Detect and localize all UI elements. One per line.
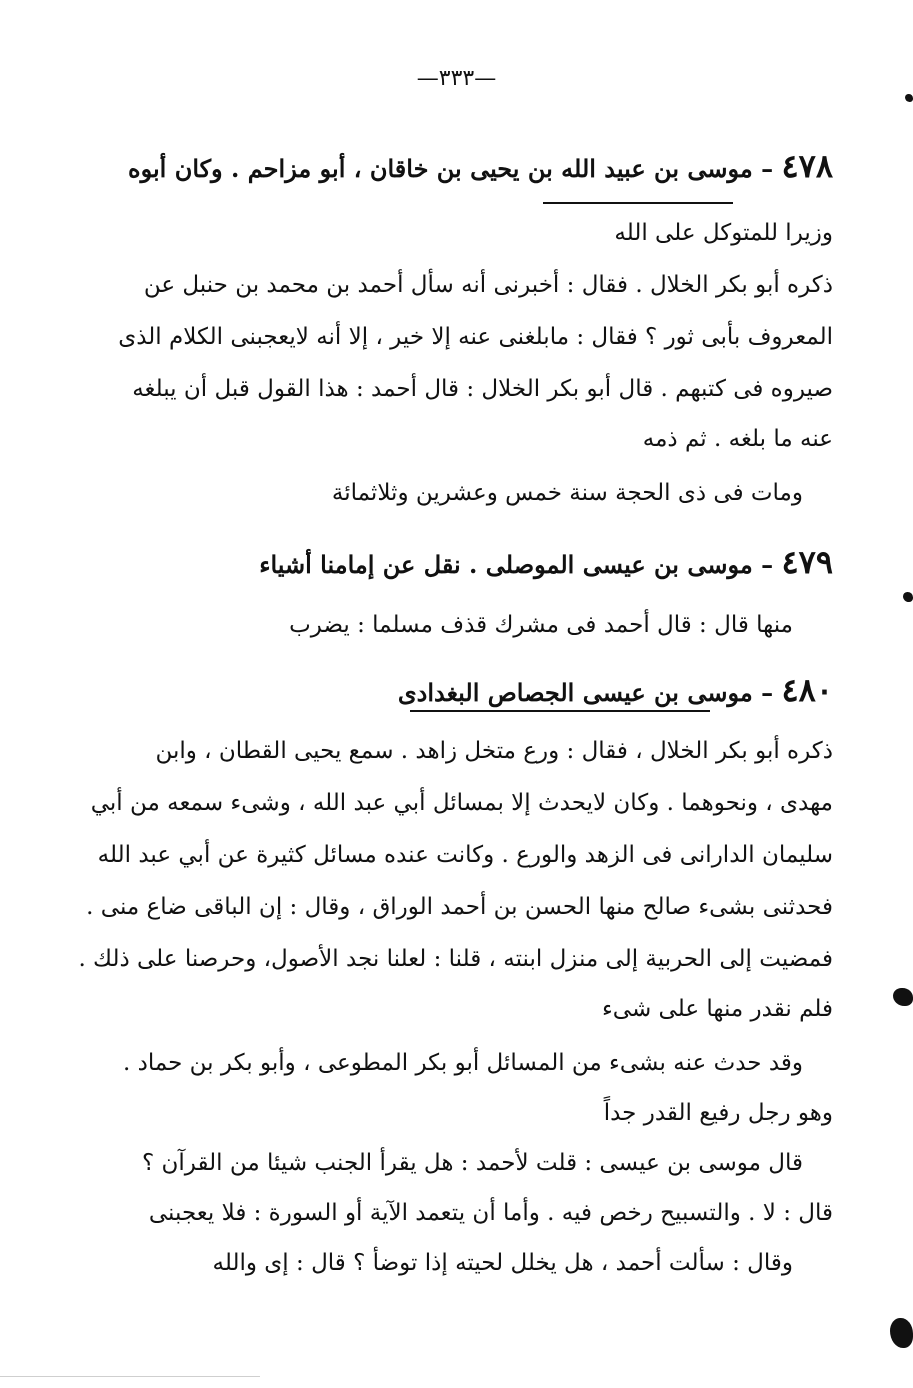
ink-blot — [903, 592, 913, 602]
entry-480-line-8: وهو رجل رفيع القدر جداً — [603, 1100, 833, 1126]
entry-478-line-1: وزيرا للمتوكل على الله — [614, 220, 833, 246]
entry-478-line-2: ذكره أبو بكر الخلال . فقال : أخبرنى أنه سأل أحمد بن محمد بن حنبل عن — [143, 272, 833, 298]
entry-478-line-4: صيروه فى كتبهم . قال أبو بكر الخلال : قال أحمد : هذا القول قبل أن يبلغه — [132, 376, 833, 402]
entry-480-line-6: فلم نقدر منها على شىء — [601, 996, 833, 1022]
page-number: —٣٣٣— — [416, 66, 497, 91]
entry-480-line-5: فمضيت إلى الحربية إلى منزل ابنته ، قلنا : لعلنا نجد الأصول، وحرصنا على ذلك . — [78, 946, 833, 972]
entry-478-line-3: المعروف بأبى ثور ؟ فقال : مابلغنى عنه إلا خير ، إلا أنه لايعجبنى الكلام الذى — [118, 324, 833, 350]
entry-480-number: ٤٨٠ — [781, 671, 833, 709]
entry-479-heading — [259, 543, 833, 581]
entry-480-line-1: ذكره أبو بكر الخلال ، فقال : ورع متخل زاهد . سمع يحيى القطان ، وابن — [155, 738, 833, 764]
entry-480-name-underline — [410, 710, 710, 712]
ink-blot — [890, 1318, 913, 1348]
entry-478-heading-text: – موسى بن عبيد الله بن يحيى بن خاقان ، أبو مزاحم . وكان أبوه — [128, 154, 774, 183]
entry-480-line-3: سليمان الدارانى فى الزهد والورع . وكانت عنده مسائل كثيرة عن أبي عبد الله — [97, 842, 833, 868]
entry-480-line-11: وقال : سألت أحمد ، هل يخلل لحيته إذا توضأ ؟ قال : إى والله — [212, 1250, 793, 1276]
entry-479-number: ٤٧٩ — [781, 543, 833, 581]
entry-480-heading — [397, 671, 833, 709]
scan-edge-line — [0, 1376, 260, 1377]
entry-480-line-9: قال موسى بن عيسى : قلت لأحمد : هل يقرأ الجنب شيئا من القرآن ؟ — [141, 1150, 803, 1176]
entry-479-line-1: منها قال : قال أحمد فى مشرك قذف مسلما : يضرب — [289, 612, 793, 638]
entry-480-line-7: وقد حدث عنه بشىء من المسائل أبو بكر المطوعى ، وأبو بكر بن حماد . — [122, 1050, 803, 1076]
entry-478-line-5: عنه ما بلغه . ثم ذمه — [642, 426, 833, 452]
ink-blot — [893, 988, 913, 1006]
entry-478-heading — [128, 147, 833, 185]
entry-480-line-4: فحدثنى بشىء صالح منها الحسن بن أحمد الوراق ، وقال : إن الباقى ضاع منى . — [86, 894, 833, 920]
entry-478-number: ٤٧٨ — [781, 147, 833, 185]
entry-478-line-6: ومات فى ذى الحجة سنة خمس وعشرين وثلاثمائة — [331, 480, 803, 506]
entry-479-heading-text: – موسى بن عيسى الموصلى . نقل عن إمامنا أشياء — [259, 550, 774, 579]
entry-478-name-underline — [543, 202, 733, 204]
entry-480-heading-text: – موسى بن عيسى الجصاص البغدادى — [397, 678, 774, 707]
ink-blot — [905, 94, 913, 102]
entry-480-line-2: مهدى ، ونحوهما . وكان لايحدث إلا بمسائل أبي عبد الله ، وشىء سمعه من أبي — [90, 790, 833, 816]
entry-480-line-10: قال : لا . والتسبيح رخص فيه . وأما أن يتعمد الآية أو السورة : فلا يعجبنى — [148, 1200, 833, 1226]
